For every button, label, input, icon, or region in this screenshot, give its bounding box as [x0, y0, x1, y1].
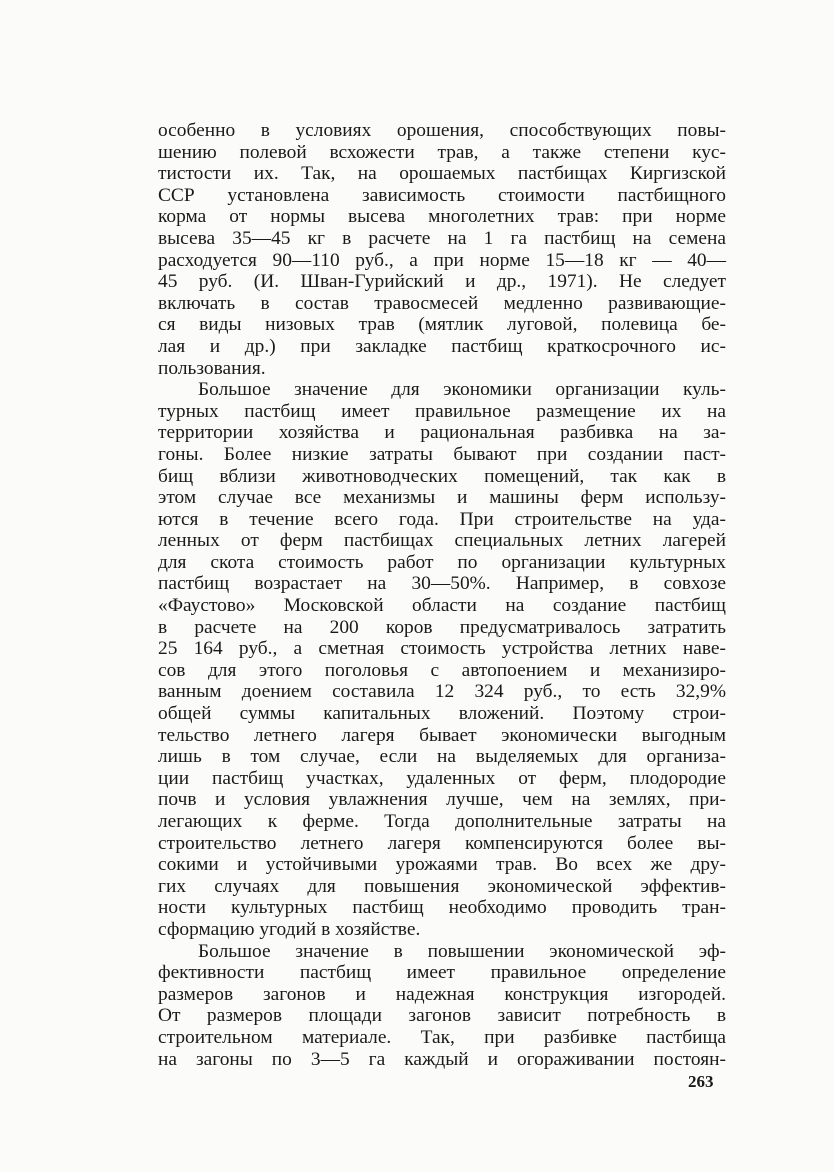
text-line: ции пастбищ участках, удаленных от ферм, плодородие — [158, 767, 726, 789]
text-line: гоны. Более низкие затраты бывают при создании паст- — [158, 443, 726, 465]
text-line: особенно в условиях орошения, способствующих повы- — [158, 120, 726, 141]
text-line: общей суммы капитальных вложений. Поэтому строи- — [158, 703, 726, 725]
text-line: турных пастбищ имеет правильное размещение их на — [158, 400, 726, 422]
text-line: лая и др.) при закладке пастбищ краткосрочного ис- — [158, 335, 726, 357]
text-line: территории хозяйства и рациональная разбивка на за- — [158, 422, 726, 444]
text-line: на загоны по 3—5 га каждый и огораживании постоян- — [158, 1048, 726, 1070]
text-line: бищ вблизи животноводческих помещений, так как в — [158, 465, 726, 487]
text-line: гих случаях для повышения экономической эффектив- — [158, 875, 726, 897]
text-line: «Фаустово» Московской области на создание пастбищ — [158, 595, 726, 617]
text-line: высева 35—45 кг в расчете на 1 га пастбищ на семена — [158, 227, 726, 249]
text-line: 25 164 руб., а сметная стоимость устройства летних наве- — [158, 638, 726, 660]
text-line: строительство летнего лагеря компенсируются более вы- — [158, 832, 726, 854]
text-line: От размеров площади загонов зависит потребность в — [158, 1005, 726, 1027]
text-line: ванным доением составила 12 324 руб., то есть 32,9% — [158, 681, 726, 703]
text-line: тистости их. Так, на орошаемых пастбищах Киргизской — [158, 163, 726, 185]
text-line: 45 руб. (И. Шван-Гурийский и др., 1971). Не следует — [158, 271, 726, 293]
text-line: фективности пастбищ имеет правильное определение — [158, 962, 726, 984]
paragraph — [158, 941, 726, 1071]
text-line: корма от нормы высева многолетних трав: при норме — [158, 206, 726, 228]
text-line: почв и условия увлажнения лучше, чем на землях, при- — [158, 789, 726, 811]
text-line: легающих к ферме. Тогда дополнительные затраты на — [158, 811, 726, 832]
text-line: сов для этого поголовья с автопоением и механизиро- — [158, 659, 726, 681]
text-line: для скота стоимость работ по организации культурных — [158, 551, 726, 573]
text-line: этом случае все механизмы и машины ферм использу- — [158, 487, 726, 509]
text-line: включать в состав травосмесей медленно развивающие- — [158, 292, 726, 314]
text-line: пастбищ возрастает на 30—50%. Например, в совхозе — [158, 573, 726, 595]
text-line: в расчете на 200 коров предусматривалось затратить — [158, 616, 726, 638]
paragraph — [158, 379, 726, 940]
text-line: ся виды низовых трав (мятлик луговой, полевица бе- — [158, 314, 726, 336]
text-line: размеров загонов и надежная конструкция изгородей. — [158, 983, 726, 1005]
paragraph — [158, 120, 726, 379]
text-line: строительном материале. Так, при разбивке пастбища — [158, 1026, 726, 1048]
text-line: сформацию угодий в хозяйстве. — [158, 918, 421, 940]
text-line: тельство летнего лагеря бывает экономически выгодным — [158, 724, 726, 746]
body-text — [158, 120, 726, 1070]
text-line: Большое значение в повышении экономической эф- — [198, 940, 726, 962]
text-line: ются в течение всего года. При строительстве на уда- — [158, 508, 726, 530]
text-line: сокими и устойчивыми урожаями трав. Во всех же дру- — [158, 854, 726, 876]
text-line: Большое значение для экономики организации куль- — [198, 379, 726, 401]
text-line: ности культурных пастбищ необходимо проводить тран- — [158, 897, 726, 919]
text-line: ленных от ферм пастбищах специальных летних лагерей — [158, 530, 726, 552]
text-line: лишь в том случае, если на выделяемых для организа- — [158, 746, 726, 768]
text-line: ССР установлена зависимость стоимости пастбищного — [158, 184, 726, 206]
text-line: пользования. — [158, 357, 266, 379]
page-number: 263 — [688, 1072, 714, 1091]
text-line: шению полевой всхожести трав, а также степени кус- — [158, 141, 726, 163]
text-line: расходуется 90—110 руб., а при норме 15—18 кг — 40— — [158, 249, 726, 271]
